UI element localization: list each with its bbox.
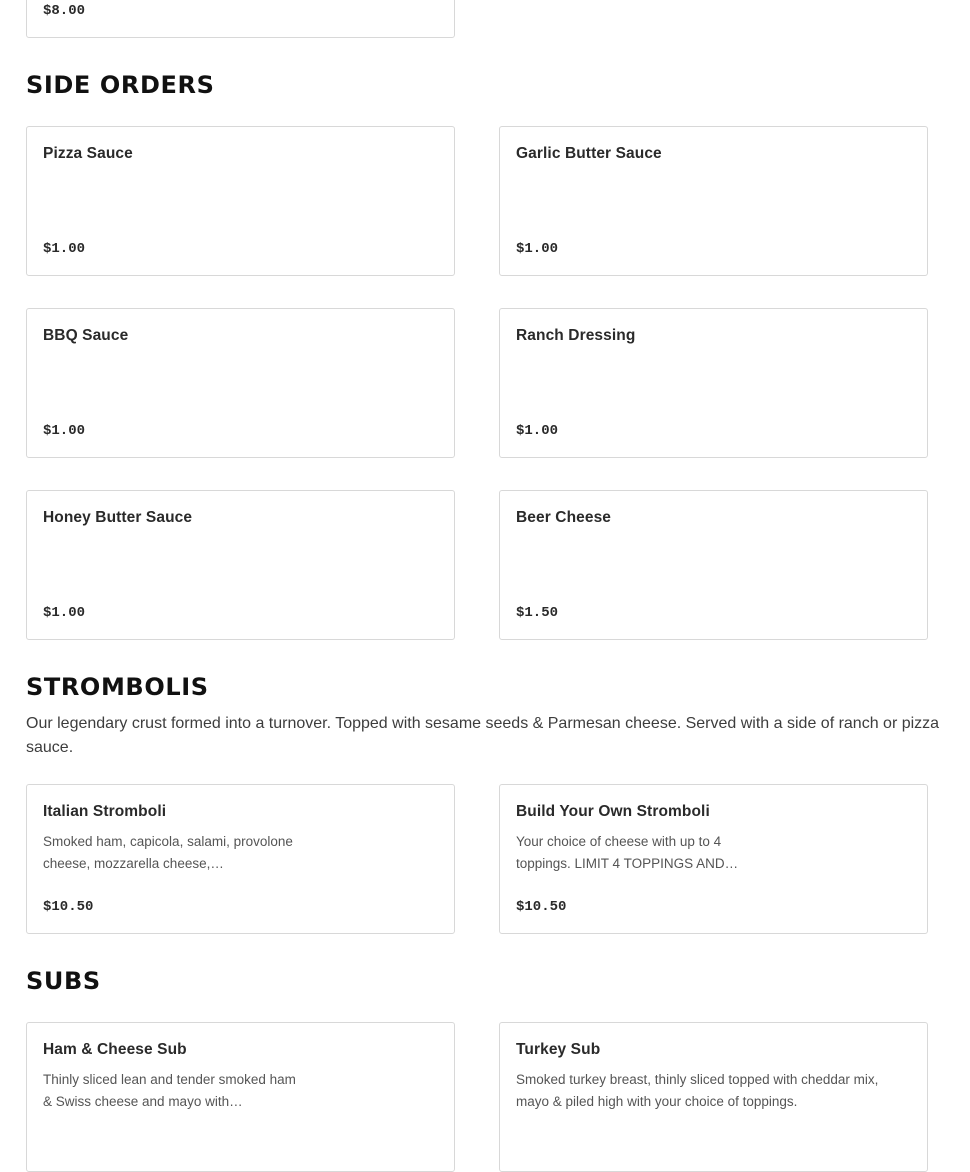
item-name: Ham & Cheese Sub: [43, 1041, 187, 1058]
item-price: $1.00: [43, 423, 86, 439]
item-name: Italian Stromboli: [43, 803, 167, 820]
section-title-side-orders: SIDE ORDERS: [26, 71, 215, 99]
item-name: Turkey Sub: [516, 1041, 601, 1058]
menu-item-card[interactable]: [499, 126, 928, 276]
menu-item-card[interactable]: [26, 0, 455, 38]
item-price: $1.50: [516, 605, 559, 621]
menu-item-card[interactable]: [26, 126, 455, 276]
item-price: $1.00: [516, 423, 559, 439]
menu-item-card[interactable]: [26, 784, 455, 934]
item-description: Thinly sliced lean and tender smoked ham & Swiss cheese and mayo with…: [43, 1072, 296, 1109]
section-title-subs: SUBS: [26, 967, 101, 995]
item-name: Beer Cheese: [516, 509, 612, 526]
item-description: Smoked ham, capicola, salami, provolone cheese, mozzarella cheese,…: [43, 834, 293, 871]
menu-item-card[interactable]: [499, 1022, 928, 1172]
menu-item-card[interactable]: [499, 784, 928, 934]
item-price: $8.00: [43, 3, 86, 19]
item-price: $10.50: [516, 899, 567, 915]
item-name: Pizza Sauce: [43, 145, 133, 162]
menu-item-card[interactable]: [499, 490, 928, 640]
menu-item-card[interactable]: [26, 490, 455, 640]
menu-item-card[interactable]: [26, 1022, 455, 1172]
section-description: Our legendary crust formed into a turnover. Topped with sesame seeds & Parmesan cheese. Served with a side of ranch or pizza sauce.: [26, 715, 940, 756]
item-name: Build Your Own Stromboli: [516, 803, 710, 820]
item-description: Smoked turkey breast, thinly sliced topped with cheddar mix, mayo & piled high with your choice of toppings.: [516, 1072, 879, 1109]
item-name: Ranch Dressing: [516, 327, 636, 344]
item-name: Honey Butter Sauce: [43, 509, 193, 526]
section-title-strombolis: STROMBOLIS: [26, 673, 209, 701]
item-price: $1.00: [516, 241, 559, 257]
item-price: $10.50: [43, 899, 94, 915]
item-name: Garlic Butter Sauce: [516, 145, 662, 162]
item-description: Your choice of cheese with up to 4 toppings. LIMIT 4 TOPPINGS AND…: [516, 834, 739, 871]
item-price: $1.00: [43, 605, 86, 621]
menu-item-card[interactable]: [26, 308, 455, 458]
item-name: BBQ Sauce: [43, 327, 129, 344]
menu-item-card[interactable]: [499, 308, 928, 458]
item-price: $1.00: [43, 241, 86, 257]
